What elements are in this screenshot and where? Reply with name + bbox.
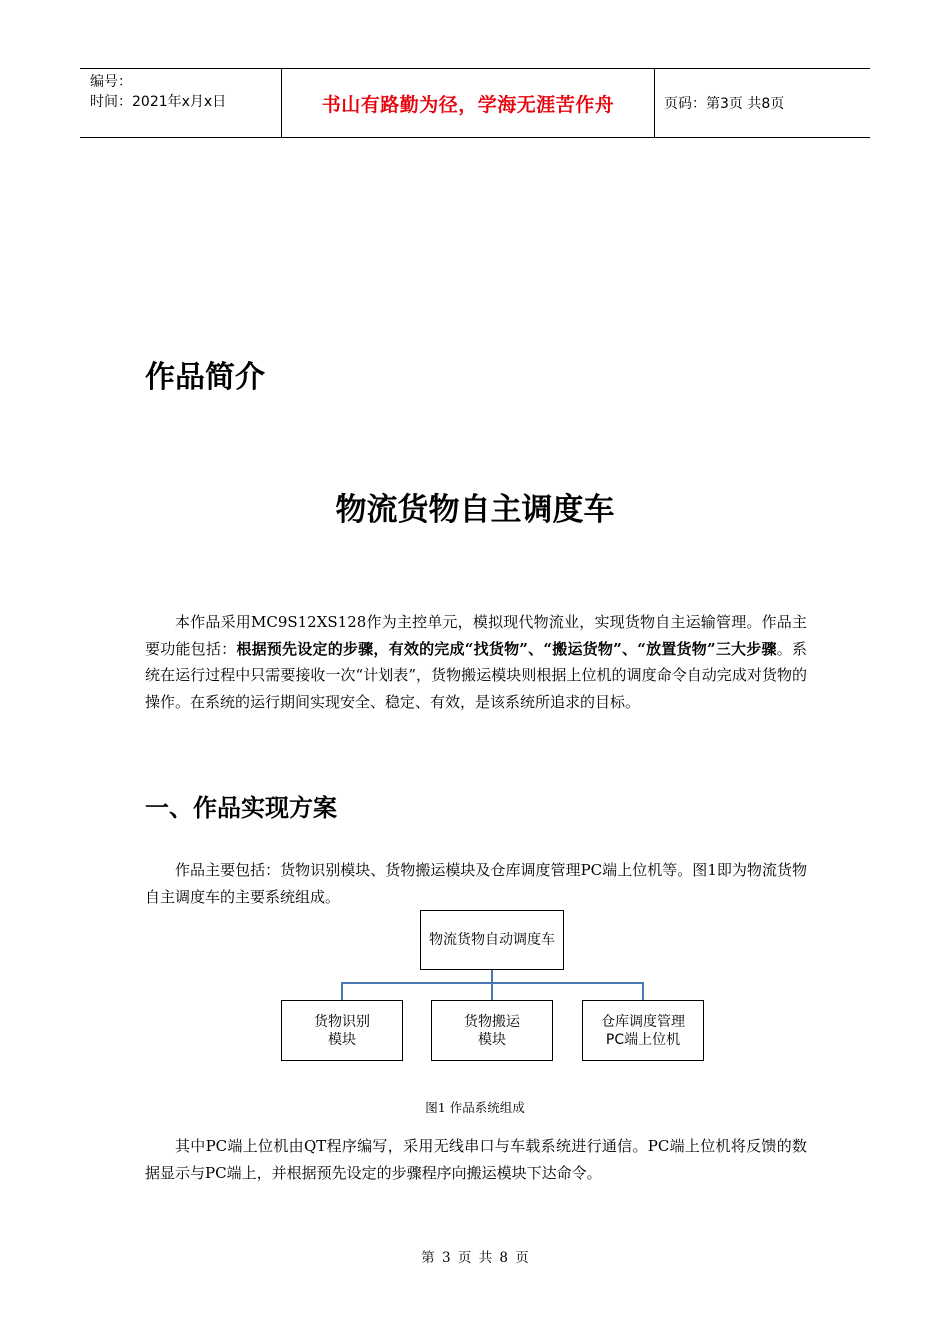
diagram-child-box bbox=[582, 1000, 704, 1061]
box-label-line: 模块 bbox=[478, 1031, 506, 1048]
diagram-root-box: 物流货物自动调度车 bbox=[420, 910, 564, 970]
header-info bbox=[90, 72, 226, 112]
diagram-child-box bbox=[431, 1000, 553, 1061]
section-paragraph: 作品主要包括：货物识别模块、货物搬运模块及仓库调度管理PC端上位机等。图1即为物流货物自主调度车的主要系统组成。 bbox=[145, 861, 807, 906]
figure-caption: 图1 作品系统组成 bbox=[425, 1100, 525, 1115]
diagram-child-box bbox=[281, 1000, 403, 1061]
intro-text-1: 本作品采用MC9S12XS128作为主控单元，模拟现代物流业，实现货物自主运输管理。作品主要功能包括： bbox=[145, 613, 807, 658]
section-title: 一、作品实现方案 bbox=[145, 794, 337, 822]
box-label-line: PC端上位机 bbox=[605, 1031, 681, 1048]
document-title: 作品简介 bbox=[145, 360, 265, 395]
connector-line bbox=[642, 982, 644, 1000]
header-divider bbox=[654, 69, 655, 137]
box-label-line: 货物搬运 bbox=[464, 1013, 520, 1030]
header-page-label: 页码：第3页 共8页 bbox=[664, 96, 785, 112]
box-label-line: 货物识别 bbox=[314, 1013, 370, 1030]
intro-text-2: 。系统在运行过程中只需要接收一次“计划表”，货物搬运模块则根据上位机的调度命令自动完成对货物的操作。在系统的运行期间实现安全、稳定、有效，是该系统所追求的目标。 bbox=[145, 639, 807, 711]
connector-line bbox=[491, 982, 493, 1000]
connector-line bbox=[341, 982, 343, 1000]
box-label-line: 模块 bbox=[328, 1031, 356, 1048]
number-label: 编号： bbox=[90, 74, 132, 90]
closing-paragraph: 其中PC端上位机由QT程序编写，采用无线串口与车载系统进行通信。PC端上位机将反馈的数据显示与PC端上，并根据预先设定的步骤程序向搬运模块下达命令。 bbox=[145, 1137, 807, 1182]
system-diagram bbox=[270, 905, 710, 1065]
box-label-line: 仓库调度管理 bbox=[601, 1013, 685, 1030]
page-footer: 第 3 页 共 8 页 bbox=[421, 1250, 529, 1266]
document-subtitle: 物流货物自主调度车 bbox=[335, 492, 615, 528]
intro-paragraph bbox=[145, 609, 807, 715]
header-table bbox=[80, 68, 870, 138]
header-motto: 书山有路勤为径，学海无涯苦作舟 bbox=[321, 93, 615, 116]
intro-bold-text: 根据预先设定的步骤，有效的完成“找货物”、“搬运货物”、“放置货物”三大步骤 bbox=[236, 639, 777, 658]
time-label: 时间：2021年x月x日 bbox=[90, 94, 227, 110]
connector-line bbox=[491, 970, 493, 982]
